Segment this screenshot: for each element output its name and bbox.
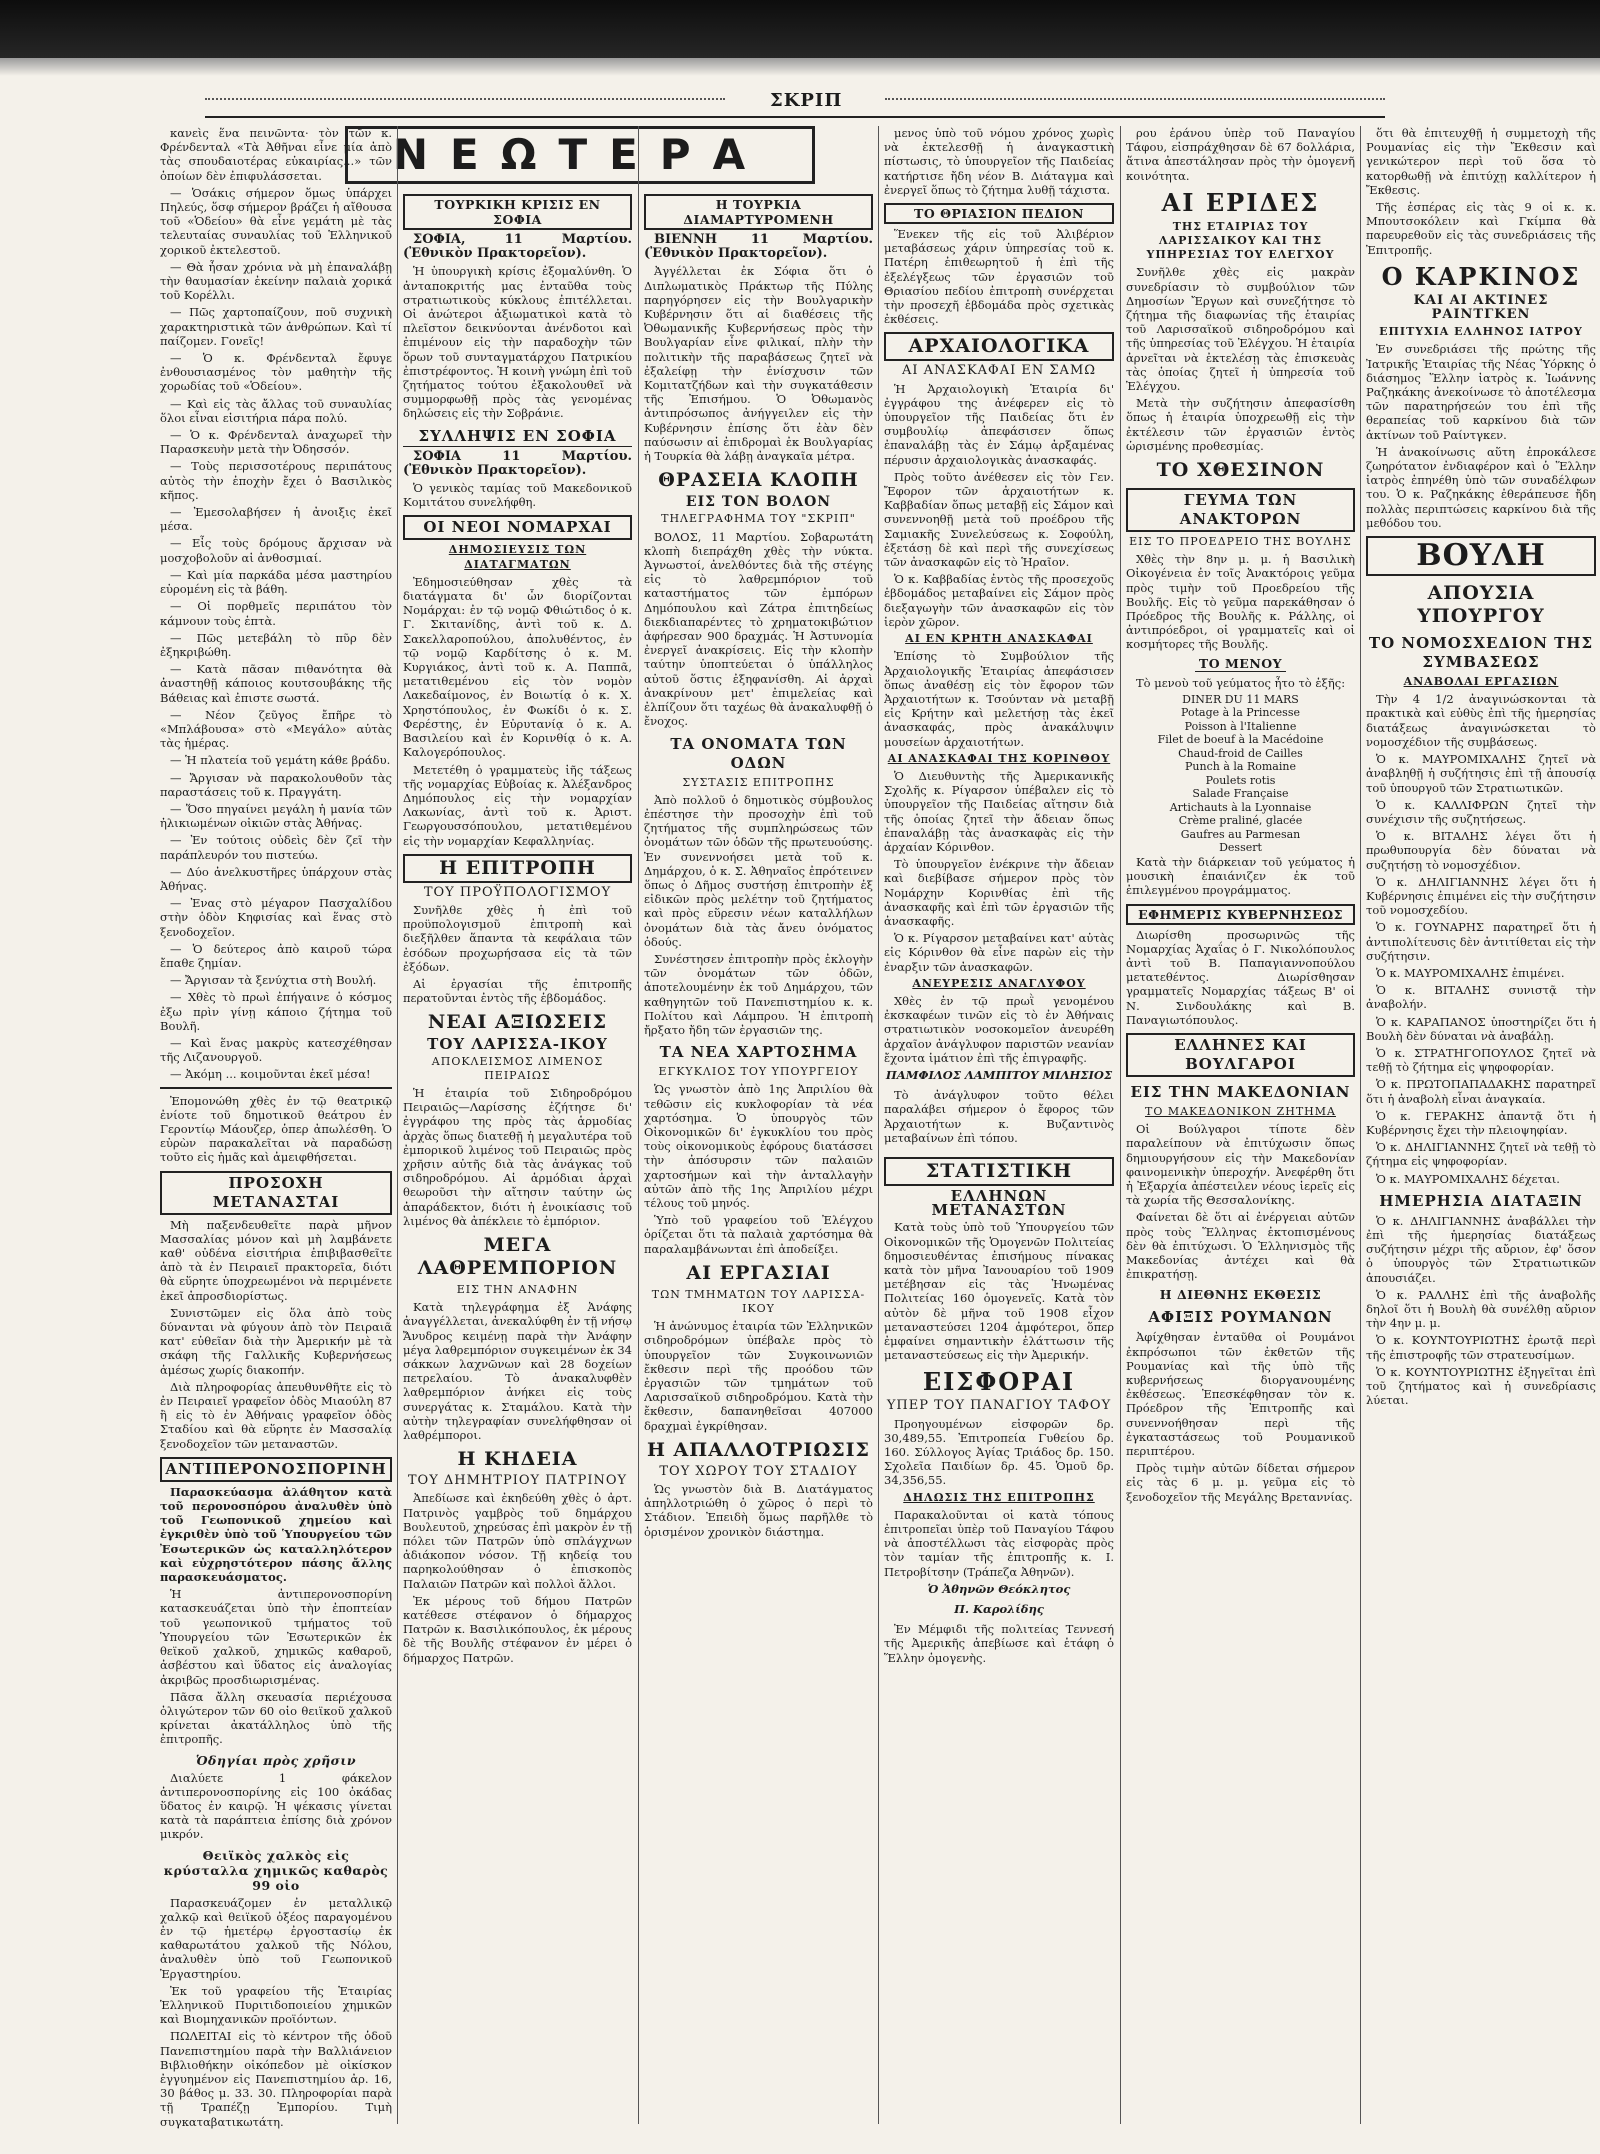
heading-new-demands: ΝΕΑΙ ΑΞΙΩΣΕΙΣ [427, 1011, 608, 1034]
heading-minister-absence: ΑΠΟΥΣΙΑ ΥΠΟΥΡΓΟΥ [1417, 582, 1545, 628]
menu-item: Poisson à l'Italienne [1184, 719, 1297, 733]
heading-expropriation: Η ΑΠΑΛΛΟΤΡΙΩΣΙΣ [646, 1438, 870, 1461]
heading-funeral: Η ΚΗΔΕΙΑ [457, 1448, 578, 1471]
paragraph: — Ὁσάκις σήμερον ὅμως ὑπάρχει Πηλεύς, ὅσφ σήμερον βράζει ἡ αἴθουσα τοῦ «Ὁδείου» θὰ εἶνε γεμάτη μὲ τὰς τελευταίας συναυλίας τοῦ Ἑλληνικοῦ χορικοῦ ἐκτελεστοῦ. [160, 185, 392, 257]
subheading: ΤΗΣ ΕΤΑΙΡΙΑΣ ΤΟΥ ΛΑΡΙΣΣΑΙΚΟΥ ΚΑΙ ΤΗΣ ΥΠΗΡΕΣΙΑΣ ΤΟΥ ΕΛΕΓΧΟΥ [1146, 219, 1335, 262]
paragraph: — Τοὺς περισσοτέρους περιπάτους αὐτὸς τὴν ἐποχὴν ἔχει ὁ Βασιλικὸς κῆπος. [160, 459, 392, 502]
heading-smuggling: ΜΕΓΑ ΛΑΘΡΕΜΠΟΡΙΟΝ [417, 1233, 618, 1279]
paragraph: Χθὲς ἐν τῷ πρωῒ γενομένου ἐκσκαφέων τινῶν εἰς τὸ ἐν Ἀθήναις στρατιωτικὸν νοσοκομεῖον ἀνευρέθη ἀρχαῖον ἀνάγλυφον παριστῶν νεανίαν ἔχοντα ἱμάτιον ἐπὶ τῆς ἐπιγραφῆς. [884, 993, 1114, 1065]
header-rule-right [885, 98, 1385, 100]
signature: Π. Καρολίδης [954, 1602, 1044, 1617]
menu-item: DINER DU 11 MARS [1182, 692, 1299, 706]
paragraph: Διὰ πληροφορίας ἀπευθυνθῆτε εἰς τὸ ἐν Πειραιεῖ γραφεῖον ὁδὸς Μιαούλη 87 ἢ εἰς τὸ ἐν Ἀθήναις γραφεῖον ὁδὸς Σταδίου καὶ θὰ εὕρητε ἐν Μασσαλίᾳ ξενοδοχεῖον τῶν μεταναστῶν. [160, 1379, 392, 1451]
paragraph: Ὁ κ. ΚΟΥΝΤΟΥΡΙΩΤΗΣ ἐξηγεῖται ἐπὶ τοῦ ζητήματος καὶ ἡ συνεδρίασις λύεται. [1366, 1364, 1596, 1408]
paragraph: Πρὸς τιμὴν αὐτῶν δίδεται σήμερον εἰς τὰς 6 μ. μ. γεῦμα εἰς τὸ ξενοδοχεῖον τῆς Μεγάλης Βρεταννίας. [1126, 1461, 1355, 1504]
paragraph: Ὁ κ. ΚΟΥΝΤΟΥΡΙΩΤΗΣ ἐρωτᾷ περὶ τῆς ἐπιστροφῆς τῶν στρατευσίμων. [1366, 1333, 1596, 1362]
paragraph: Ἐδημοσιεύθησαν χθὲς τὰ διατάγματα δι' ὧν διορίζονται Νομάρχαι: ἐν τῷ νομῷ Φθιώτιδος ὁ κ. Γ. Σκιτανίδης, ἀντὶ τοῦ κ. Δ. Σακελλαροπούλου, ἀπολυθέντος, ἐν τῷ νομῷ Καρδίτσης ὁ κ. Μ. Κυργιάκος, ἀντὶ τοῦ κ. Α. Παππᾶ, μετατιθεμένου εἰς τὸν νομὸν Λακεδαίμονος, ἐν Βοιωτίᾳ ὁ κ. Χ. Χρηστόπουλος, ἐν Φωκίδι ὁ κ. Σ. Φερέστης, ἐν Εὐρυτανίᾳ ὁ κ. Α. Βασιλείου καὶ ἐν Κορινθίᾳ ὁ κ. Α. Καλογερόπουλος. [403, 574, 632, 760]
page-header [205, 90, 1385, 118]
paragraph: Κατὰ τηλεγράφημα ἐξ Ἀνάφης ἀναγγέλλεται, ἀνεκαλύφθη ἐν τῇ νήσῳ Ἄνυδρος κειμένῃ παρὰ τὴν Ἀνάφην μέγα λαθρεμπόριον συγκειμένων ἐκ 34 σάκκων λαχνῶνων καὶ 28 δοχείων πετρελαίου. Τὸ ἀνακαλυφθὲν λαθρεμπόριον ἀνήκει εἰς τοὺς συνεργάτας κ. Σταμάλου. Κατὰ τὴν αὐτὴν τηλεγραφίαν συνελήφθησαν οἱ λαθρέμποροι. [403, 1300, 632, 1443]
heading-menu: ΤΟ ΜΕΝΟΥ [1195, 656, 1287, 672]
paragraph: Ἐν συνεδριάσει τῆς πρώτης τῆς Ἰατρικῆς Ἑταιρίας τῆς Νέας Ὑόρκης ὁ διάσημος Ἕλλην ἰατρὸς κ. Ἰωάννης Ραζηκάκης ἀνεκοίνωσε τὸ ἀποτέλεσμα τῶν παρατηρήσεών του ἐπὶ τῆς θεραπείας τοῦ καρκίνου διὰ τῶν ἀκτίνων τοῦ Ραίντγκεν. [1366, 342, 1596, 442]
column-4 [884, 126, 1114, 2134]
heading-committee: Η ΕΠΙΤΡΟΠΗ [403, 854, 632, 883]
heading-parliament: ΒΟΥΛΗ [1366, 536, 1596, 576]
menu-item: Filet de boeuf à la Macédoine [1157, 733, 1324, 747]
subheading: ΤΟΥ ΔΗΜΗΤΡΙΟΥ ΠΑΤΡΙΝΟΥ [407, 1473, 628, 1489]
paragraph: Παρασκευάζομεν ἐν μεταλλικῷ χαλκῷ καὶ θειϊκοῦ ὀξέος παραγομένου ἐν τῷ ἡμετέρῳ ἐργοστασίῳ ἐκ καθαρωτάτου χαλκοῦ τῆς Νόλου, ἀναλυθὲν ὑπὸ τοῦ Γεωπονικοῦ Ἐργαστηρίου. [160, 1895, 392, 1981]
heading-attention-emigrants: ΠΡΟΣΟΧΗ ΜΕΤΑΝΑΣΤΑΙ [160, 1171, 392, 1215]
paragraph: Ἡ ἀντιπερονοσπορίνη κατασκευάζεται ὑπὸ τὴν ἐποπτείαν τοῦ γεωπονικοῦ τμήματος τοῦ Ὑπουργείου τῶν Ἐσωτερικῶν ἐκ θεϊκοῦ χαλκοῦ, χημικῶς καθαροῦ, ἀσβέστου καὶ ὕδατος εἰς ἀναλογίας ἀκριβῶς προσδιωρισμένας. [160, 1587, 392, 1687]
menu-item: Chaud-froid de Cailles [1178, 746, 1303, 760]
menu-item: Potage à la Princesse [1181, 706, 1300, 720]
paragraph: Ἡ ἑταιρία τοῦ Σιδηροδρόμου Πειραιῶς—Λαρίσσης ἐζήτησε δι' ἐγγράφου της πρὸς τὰς ἁρμοδίας ἀρχὰς ὅπως διατεθῇ ἡ μεγαλυτέρα τοῦ ἐμπορικοῦ λιμένος τοῦ Πειραιῶς πρὸς χρῆσιν αὐτῆς διὰ τὰς ἀνάγκας τοῦ σιδηροδρόμου. Αἱ ἁρμόδιαι ἀρχαὶ θεωροῦσι τὴν αἴτησιν ταύτην ὡς ἀπαράδεκτον, διότι ἡ ἐνοικίασις τοῦ λιμένος θὰ ἀπέκλειε τὸ ἐμπόριον. [403, 1085, 632, 1228]
paragraph: Ὁ κ. ΔΗΛΙΓΙΑΝΝΗΣ ζητεῖ νὰ τεθῇ τὸ ζήτημα εἰς ψηφοφορίαν. [1366, 1140, 1596, 1169]
paragraph: μενος ὑπὸ τοῦ νόμου χρόνος χωρὶς νὰ ἐκτελεσθῇ ἡ ἀναγκαστικὴ πίστωσις, τὸ ὑπουργεῖον τῆς Παιδείας κατήρτισε ἤδη νέον Β. Διάταγμα καὶ ἐνεργεῖ ὅπως τὸ ζήτημα λυθῇ τάχιστα. [884, 126, 1114, 197]
menu-list [1126, 693, 1355, 855]
paragraph: Ἐπίσης τὸ Συμβούλιον τῆς Ἀρχαιολογικῆς Ἑταιρίας ἀπεφάσισεν ὅπως ἀναθέσῃ εἰς τὸν ἔφορον τῶν Ἀρχαιοτήτων κ. Τσούνταν νὰ μεταβῇ εἰς Κρήτην καὶ μελετήσῃ τὰς ἐκεῖ ἀνασκαφάς, πρὸς ἀνακάλυψιν μουσείων ἀρχαιοτήτων. [884, 649, 1114, 749]
paragraph: Μετὰ τὴν συζήτησιν ἀπεφασίσθη ὅπως ἡ ἑταιρία ὑποχρεωθῇ εἰς τὴν ἐκτέλεσιν τῶν ἐργασιῶν ἐντὸς ὡρισμένης προθεσμίας. [1126, 396, 1355, 453]
paragraph: Διωρίσθη προσωρινῶς τῆς Νομαρχίας Ἀχαΐας ὁ Γ. Νικολόπουλος ἀντὶ τοῦ Β. Παπαγιαννοπούλου μετατεθέντος. Διωρίσθησαν γραμματεῖς Νομαρχίας τάξεως Β' οἱ Ν. Σινδουλάκης καὶ Β. Παναγιωτόπουλος. [1126, 927, 1355, 1027]
paragraph: Φαίνεται δὲ ὅτι αἱ ἐνέργειαι αὐτῶν πρὸς τοὺς Ἕλληνας ἐκτοπισμένους δὲν θὰ ἐπιτύχωσι. Ὁ Ἑλληνισμὸς τῆς Μακεδονίας ἀντέχει καὶ θὰ ἐπικρατήσῃ. [1126, 1210, 1355, 1282]
subheading: ΕΛΛΗΝΩΝ ΜΕΤΑΝΑΣΤΩΝ [931, 1187, 1067, 1220]
paragraph: Ὁ κ. ΔΗΛΙΓΙΑΝΝΗΣ ἀναβάλλει τὴν ἐπὶ τῆς ἡμερησίας διατάξεως συζήτησιν μέχρι τῆς αὔριον, ἐφ' ὅσον ὁ ὑπουργὸς τῶν Στρατιωτικῶν ἀπουσιάζει. [1366, 1213, 1596, 1285]
paragraph: ρου ἐράνου ὑπὲρ τοῦ Παναγίου Τάφου, εἰσπράχθησαν δὲ 67 δολλάρια, ἅτινα ἀπεστάλησαν πρὸς τὴν ὁμογενῆ κοινότητα. [1126, 126, 1355, 183]
subheading: ΤΟΥ ΧΩΡΟΥ ΤΟΥ ΣΤΑΔΙΟΥ [659, 1463, 858, 1479]
heading-archaeology: ΑΡΧΑΙΟΛΟΓΙΚΑ [884, 332, 1114, 361]
menu-item: Punch à la Romaine [1185, 760, 1296, 774]
paragraph: — Νέον ζεῦγος ἔπῆρε τὸ «Μπλάβουσα» στὸ «Μεγάλο» αὐτὰς τὰς ἡμέρας. [160, 707, 392, 751]
subheading: ΣΥΣΤΑΣΙΣ ΕΠΙΤΡΟΠΗΣ [682, 775, 835, 789]
menu-item: Poulets rotis [1205, 773, 1276, 787]
column-divider [638, 126, 639, 2124]
subheading: ΑΝΕΥΡΕΣΙΣ ΑΝΑΓΛΥΦΟΥ [912, 976, 1086, 990]
subheading: ΑΙ ΑΝΑΣΚΑΦΑΙ ΕΝ ΣΑΜΩ [901, 363, 1097, 379]
paragraph: Ἀφίχθησαν ἐνταῦθα οἱ Ρουμάνοι ἐκπρόσωποι τῶν ἐκθετῶν τῆς Ρουμανίας καὶ τῆς ὑπὸ τῆς κυβερνήσεως διοργανουμένης ἐκθέσεως. Ἐπεσκέφθησαν τὸν κ. Πρόεδρον τῆς Ἐπιτροπῆς καὶ συνεννοήθησαν περὶ τῆς ἐγκαταστάσεως τοῦ Ρουμανικοῦ περιπτέρου. [1126, 1330, 1355, 1458]
paragraph: — Ἐμεσολαβήσεν ἡ ἀνοιξις ἐκεῖ μέσα. [160, 505, 392, 534]
paragraph: — Ἐνας στὸ μέγαρον Πασχαλίδου στὴν ὁδὸν Κηφισίας καὶ ἕνας στὸ ξενοδοχεῖον. [160, 896, 392, 939]
paragraph: Ὁ κ. ΣΤΡΑΤΗΓΟΠΟΥΛΟΣ ζητεῖ νὰ τεθῇ τὸ ζήτημα εἰς ψηφοφορίαν. [1366, 1045, 1596, 1075]
paragraph: — Κατὰ πᾶσαν πιθανότητα θὰ ἀναστηθῇ κάποιος κουτσουβάκης τῆς Βάθειας καὶ ἐπιστε σωστά. [160, 662, 392, 705]
subheading: ΕΠΙΤΥΧΙΑ ΕΛΛΗΝΟΣ ΙΑΤΡΟΥ [1379, 325, 1583, 339]
subheading: ΤΟ ΜΑΚΕΔΟΝΙΚΟΝ ΖΗΤΗΜΑ [1145, 1104, 1336, 1118]
dateline: ΒΙΕΝΝΗ 11 Μαρτίου. (Ἐθνικὸν Πρακτορεῖον). [644, 232, 873, 262]
column-3 [644, 188, 873, 2134]
paragraph: Ὁ κ. ΓΟΥΝΑΡΗΣ παρατηρεῖ ὅτι ἡ ἀντιπολίτευσις δὲν ἀντιτίθεται εἰς τὴν συζήτησιν. [1366, 920, 1596, 963]
paragraph: Τὴν 4 1/2 ἀναγινώσκονται τὰ πρακτικὰ καὶ εὐθὺς ἐπὶ τῆς ἡμερησίας διατάξεως ἀναγινώσκεται τὸ νομοσχέδιον τῆς συμβάσεως. [1366, 692, 1596, 749]
subheading: ΑΝΑΒΟΛΑΙ ΕΡΓΑΣΙΩΝ [1403, 675, 1559, 689]
column-divider [397, 126, 398, 2124]
heading-new-nomarchs: ΟΙ ΝΕΟΙ ΝΟΜΑΡΧΑΙ [403, 515, 632, 540]
subheading: ΑΙ ΑΝΑΣΚΑΦΑΙ ΤΗΣ ΚΟΡΙΝΘΟΥ [887, 751, 1111, 765]
column-5 [1126, 126, 1355, 2134]
paragraph: — Ἀκόμη ... κοιμοῦνται ἐκεῖ μέσα! [170, 1067, 371, 1082]
heading-daily-agenda: ΗΜΕΡΗΣΙΑ ΔΙΑΤΑΞΙΝ [1379, 1191, 1583, 1210]
paragraph: — Ὁ δεύτερος ἀπὸ καιροῦ τώρα ἔπαθε ζημίαν. [160, 941, 392, 970]
paragraph: Ὁ κ. ΜΑΥΡΟΜΙΧΑΛΗΣ δέχεται. [1376, 1171, 1560, 1186]
menu-item: Artichauts à la Lyonnaise [1169, 800, 1312, 814]
heading-greeks-bulgarians: ΕΛΛΗΝΕΣ ΚΑΙ ΒΟΥΛΓΑΡΟΙ [1126, 1033, 1355, 1077]
subheading: ΑΠΟΚΛΕΙΣΜΟΣ ΛΙΜΕΝΟΣ ΠΕΙΡΑΙΩΣ [431, 1054, 604, 1082]
heading-antiperonospora: ΑΝΤΙΠΕΡΟΝΟΣΠΟΡΙΝΗ [160, 1457, 392, 1482]
for-sale-notice: ΠΩΛΕΙΤΑΙ εἰς τὸ κέντρον τῆς ὁδοῦ Πανεπιστημίου παρὰ τὴν Βαλλιάνειον Βιβλιοθήκην οἰκόπεδον μὲ οἰκίσκον ἐγγυημένον εἰς Πανεπιστημίου ἀρ. 16, 30 βάθος μ. 33. 30. Πληροφορίαι παρὰ τῇ Τραπέζῃ Ἐμπορίου. Τιμὴ συγκαταβατικωτάτη. [160, 2029, 392, 2129]
paragraph: Ὁ κ. ΚΑΛΛΙΦΡΩΝ ζητεῖ τὴν συνέχισιν τῆς συζητήσεως. [1366, 797, 1596, 826]
paragraph: — Ἄργισαν τὰ ξενύχτια στὴ Βουλή. [170, 973, 377, 988]
paragraph: Ἀπὸ πολλοῦ ὁ δημοτικὸς σύμβουλος ἐπέστησε τὴν προσοχὴν ἐπὶ τοῦ ζητήματος τῆς συμπληρώσεως τῶν ὀνομάτων τῶν ὁδῶν τῆς πρωτευούσης. Ἐν συνεννοήσει μετὰ τοῦ κ. Δημάρχου, ὁ κ. Σ. Ἀθηναῖος ἐπρότεινεν ὅπως ὁ Δῆμος συστήσῃ ἐπιτροπὴν ἐξ εἰδικῶν πρὸς μελέτην τοῦ ζητήματος καὶ πρὸς εὕρεσιν νέων καταλλήλων ὀνομάτων διὰ τὰς ἄνευ ὀνόματος ὁδούς. [644, 792, 873, 949]
header-rule-left [205, 98, 725, 100]
paragraph: κανεὶς ἕνα πεινῶντα· τὸν τῶν κ. Φρένδενταλ «Τὰ Ἀθῆναι εἶνε μία ἀπὸ τὰς σπουδαιοτέρας εὐκαιρίας...» τῶν ὁποίων δὲν ἐπιφυλάσσεται. [160, 126, 392, 183]
paragraph: ὅτι θὰ ἐπιτευχθῇ ἡ συμμετοχὴ τῆς Ρουμανίας εἰς τὴν Ἔκθεσιν καὶ γενικώτερον περὶ τοῦ ὅσα τὸ κατορθωθῇ νὰ ἐπιτύχῃ καλλίτερον ἡ Ἔκθεσις. [1366, 126, 1596, 197]
heading-instructions: Ὁδηγίαι πρὸς χρῆσιν [195, 1752, 357, 1768]
paragraph: Ἐκ τοῦ γραφείου τῆς Ἑταιρίας Ἑλληνικοῦ Πυριτιδοποιείου χημικῶν καὶ Βιομηχανικῶν προϊόντων. [160, 1983, 392, 2027]
paragraph: Συνῆλθε χθὲς ἡ ἐπὶ τοῦ προϋπολογισμοῦ ἐπιτροπὴ καὶ διεξῆλθεν ἅπαντα τὰ κεφάλαια τῶν ἐσόδων προχωρήσασα εἰς τὰ τῶν ἐξόδων. [403, 902, 632, 974]
paragraph: Ὁ κ. ΓΕΡΑΚΗΣ ἀπαντᾷ ὅτι ἡ Κυβέρνησις ἔχει τὴν πλειοψηφίαν. [1366, 1108, 1596, 1137]
subheading: ΑΙ ΕΝ ΚΡΗΤΗ ΑΝΑΣΚΑΦΑΙ [905, 632, 1093, 646]
heading-macedonia: ΕΙΣ ΤΗΝ ΜΑΚΕΔΟΝΙΑΝ [1130, 1082, 1351, 1101]
paragraph: Συνιστῶμεν εἰς ὅλα ἀπὸ τοὺς δύνανται νὰ φύγουν ἀπὸ τὸν Πειραιᾶ κατ' εὐθεῖαν διὰ τὴν Ἀμερικήν μὲ τὰ σκάφη τῆς Γαλλικῆς Κυβερνήσεως ἀμέσως χωρίς διακοπήν. [160, 1305, 392, 1377]
paragraph: Ὁ κ. ΠΡΩΤΟΠΑΠΑΔΑΚΗΣ παρατηρεῖ ὅτι ἡ ἀναβολὴ εἶναι ἀναγκαία. [1366, 1077, 1596, 1106]
paragraph: — Καὶ εἰς τὰς ἄλλας τοῦ συναυλίας ὅλοι εἶναι εἰσιτήρια πάρα πολύ. [160, 396, 392, 425]
paragraph: Ὁ κ. Ρίγαρσον μεταβαίνει κατ' αὐτὰς εἰς Κόρινθον θὰ εἶνε παρὼν εἰς τὴν ἐναρξιν τῶν ἀνασκαφῶν. [884, 931, 1114, 974]
paragraph: Ὁ κ. ΜΑΥΡΟΜΙΧΑΛΗΣ ἐπιμένει. [1376, 965, 1565, 980]
heading-contract-bill: ΤΟ ΝΟΜΟΣΧΕΔΙΟΝ ΤΗΣ ΣΥΜΒΑΣΕΩΣ [1368, 634, 1594, 672]
scan-shadow [0, 58, 1600, 76]
paragraph: — Καὶ ἕνας μακρὺς κατεσχέθησαν τῆς Λιζανουργοῦ. [160, 1035, 392, 1065]
menu-item: Salade Française [1192, 787, 1289, 801]
paragraph: Παρακαλοῦνται οἱ κατὰ τόπους ἐπιτροπεῖαι ὑπὲρ τοῦ Παναγίου Τάφου νὰ ἀποστέλλωσι τὰς εἰσφορὰς πρὸς τὸν ταμίαν τῆς ἐπιτροπῆς κ. Ι. Πετροβίτσην (Τράπεζα Ἀθηνῶν). [884, 1507, 1114, 1579]
paragraph: — Χθὲς τὸ πρωὶ ἐπήγαινε ὁ κόσμος ἐξω πρὶν γίνῃ κάποιο ζήτημα τοῦ Βουλῆ. [160, 990, 392, 1033]
paragraph: Διαλύετε 1 φάκελον ἀντιπερονοσπορίνης εἰς 100 ὀκάδας ὕδατος ἐν καιρῷ. Ἡ ψέκασις γίνεται κατὰ τὰ παράπτεια ἐπίσης διὰ χρόνον μικρόν. [160, 1770, 392, 1842]
heading-romanians-arrival: ΑΦΙΞΙΣ ΡΟΥΜΑΝΩΝ [1148, 1308, 1333, 1327]
column-6 [1366, 126, 1596, 2134]
paragraph: — Καὶ μία παρκάδα μέσα μαστηρίου εὑρομένη εἰς τὰ βάθη. [160, 567, 392, 597]
inscription: ΠΑΜΦΙΛΟΣ ΛΑΜΠΙΤΟΥ ΜΙΛΗΣΙΟΣ [885, 1067, 1113, 1082]
heading-palace-dinner: ΓΕΥΜΑ ΤΩΝ ΑΝΑΚΤΟΡΩΝ [1126, 488, 1355, 532]
paragraph: — Ὁ κ. Φρένδενταλ ἀναχωρεῖ τὴν Παρασκευὴν μετὰ τὴν Ὀδησσόν. [160, 428, 392, 457]
paragraph: — Οἱ πορθμεῖς περιπάτου τὸν κάμνουν τοὺς ἑπτὰ. [160, 599, 392, 628]
heading-arrests-sofia: ΣΥΛΛΗΨΙΣ ΕΝ ΣΟΦΙΑ [403, 427, 632, 447]
paragraph: Ὁ κ. ΜΑΥΡΟΜΙΧΑΛΗΣ ζητεῖ νὰ ἀναβληθῇ ἡ συζήτησις ἐπὶ τῇ ἀπουσίᾳ τοῦ ὑπουργοῦ τῶν Στρατιωτικῶν. [1366, 752, 1596, 795]
paragraph: Ἡ Ἀρχαιολογικὴ Ἑταιρία δι' ἐγγράφου της ἀνέφερεν εἰς τὸ ὑπουργεῖον τῆς Παιδείας ὅτι ἐν συμβουλίῳ ἀπεφάσισεν ὅπως ἐπαναλάβῃ τὰς ἐν Σάμῳ ἀρξαμένας πέρυσιν ἀρχαιολογικὰς ἀνασκαφάς. [884, 381, 1114, 467]
heading-copper-sulfate: Θειϊκὸς χαλκὸς εἰς κρύσταλλα χημικῶς καθαρὸς 99 οἰο [163, 1847, 389, 1893]
subheading: ΤΩΝ ΤΜΗΜΑΤΩΝ ΤΟΥ ΛΑΡΙΣΣΑ-ΙΚΟΥ [651, 1287, 866, 1315]
column-divider [1120, 126, 1121, 2124]
paragraph: Ὁ γενικὸς ταμίας τοῦ Μακεδονικοῦ Κομιτάτου συνελήφθη. [403, 481, 632, 510]
paragraph: Οἱ Βούλγαροι τίποτε δὲν παραλείπουν νὰ ἐπιτύχωσιν ὅπως δημιουργήσουν εἰς τὴν Μακεδονίαν φαινομενικὴν ὑπεροχήν. Ἀνεφέρθη ὅτι ἡ Ἐξαρχία ἀπέστειλεν νέους ἱερεῖς εἰς τὰ χωρία τῆς Θεσσαλονίκης. [1126, 1122, 1355, 1208]
paragraph: Μετετέθη ὁ γραμματεὺς ἰῆς τάξεως τῆς νομαρχίας Εὐβοίας κ. Ἀλέξανδρος Δημόπουλος εἰς τὴν νομαρχίαν Λακωνίας, ἀντὶ τοῦ κ. Ἀριστ. Γεωργουσσόπουλου, μετατιθεμένου εἰς τὴν νομαρχίαν Κεφαλληνίας. [403, 762, 632, 848]
scan-top-edge [0, 0, 1600, 58]
paragraph: Πρὸς τοῦτο ἀνέθεσεν εἰς τὸν Γεν. Ἔφορον τῶν ἀρχαιοτήτων κ. Καββαδίαν ὅπως μεταβῇ εἰς Σάμον καὶ συνεννοηθῇ μετὰ τοῦ προέδρου τῆς Σαμιακῆς Συνελεύσεως κ. Σοφούλη, ἐξετάσῃ δὲ καὶ περὶ τῆς συνεχίσεως τῶν ἀνασκαφῶν εἰς τὸ Ἡραῖον. [884, 469, 1114, 570]
heading-street-names: ΤΑ ΟΝΟΜΑΤΑ ΤΩΝ ΟΔΩΝ [670, 734, 847, 772]
subheading: ΥΠΕΡ ΤΟΥ ΠΑΝΑΓΙΟΥ ΤΑΦΟΥ [886, 1398, 1112, 1414]
menu-item: Dessert [1219, 841, 1262, 855]
heading-thriasion-plain: ΤΟ ΘΡΙΑΣΙΟΝ ΠΕΔΙΟΝ [884, 203, 1114, 224]
paragraph: Ὁ κ. ΒΙΤΑΛΗΣ συνιστᾷ τὴν ἀναβολήν. [1366, 983, 1596, 1012]
paragraph: Ὑπὸ τοῦ γραφείου τοῦ Ἐλέγχου ὁρίζεται ὅτι τὰ παλαιὰ χαρτόσημα θὰ παραλαμβάνωνται ἐπὶ ἀποδείξει. [644, 1213, 873, 1256]
paragraph: Ὡς γνωστὸν διὰ Β. Διατάγματος ἀπηλλοτριώθη ὁ χῶρος ὁ περὶ τὸ Στάδιον. Ἐπειδὴ ὅμως παρῆλθε τὸ ὁρισμένον χρονικὸν διάστημα. [644, 1482, 873, 1539]
paragraph: Ἐκ μέρους τοῦ δήμου Πατρῶν κατέθεσε στέφανον ὁ δήμαρχος Πατρῶν κ. Βασιλικόπουλος, ἐκ μέρους δὲ τῆς Βουλῆς στέφανον ἐν μέρει ὁ δήμαρχος Πατρῶν. [403, 1593, 632, 1665]
paragraph: Ὡς γνωστὸν ἀπὸ 1ης Ἀπριλίου θὰ τεθῶσιν εἰς κυκλοφορίαν τὰ νέα χαρτόσημα. Ὁ ὑπουργὸς τῶν Οἰκονομικῶν δι' ἐγκυκλίου του πρὸς τοὺς οἰκονομικοὺς ἐφόρους διατάσσει τὴν ἀπόσυρσιν τῶν παλαιῶν χαρτοσήμων καὶ τὴν ἀνταλλαγὴν αὐτῶν ἀπὸ τῆς 1ης Ἀπριλίου μέχρι τέλους τοῦ μηνός. [644, 1082, 873, 1210]
column-divider [878, 126, 879, 2124]
paragraph: Ἡ ἀνακοίνωσις αὕτη ἐπροκάλεσε ζωηρότατον ἐνδιαφέρον καὶ ὁ Ἕλλην ἰατρὸς ἐπηνέθη ὑπὸ τῶν συναδέλφων του. Ὁ κ. Ραζηκάκης ἐθεράπευσε ἤδη πολλὰς περιπτώσεις καρκίνου διὰ τῆς μεθόδου του. [1366, 444, 1596, 530]
paragraph: Ὁ κ. Καββαδίας ἐντὸς τῆς προσεχοῦς ἑβδομάδος μεταβαίνει εἰς Σάμον πρὸς διεξαγωγὴν τῶν ἀνασκαφῶν εἰς τὸν ἱερὸν χῶρον. [884, 572, 1114, 629]
heading-cancer: Ο ΚΑΡΚΙΝΟΣ [1381, 261, 1581, 291]
paragraph: Ἡ ὑπουργικὴ κρίσις ἐξομαλύνθη. Ὁ ἀνταποκριτής μας ἐνταῦθα τοὺς στρατιωτικοὺς κύκλους ἐπιτέλλεται. Οἱ ἀνώτεροι ἀξιωματικοὶ κατὰ τὸ πλεῖστον δεικνύονται ἀνένδοτοι καὶ ἐπιμένουν εἰς τὴν παραδοχὴν τῶν ὅρων τοῦ συνταγματάρχου Πατρικίου ἐπιστρέφοντος. Ἡ κοινὴ γνώμη ἐπὶ τοῦ ζητήματος τούτου ἐξακολουθεῖ νὰ συμμορφωθῇ πρὸς τὰς γενομένας δηλώσεις εἰς τὴν Σοβράνιε. [403, 264, 632, 421]
lost-item-notice: Ἐπομονώθη χθὲς ἐν τῷ θεατρικῷ ἐνίοτε τοῦ δημοτικοῦ θεάτρου ἐν Γεροντίῳ Μάουζερ, ὁπερ ἀπωλέσθη. Ὁ εὑρὼν παρακαλεῖται νὰ παραδώσῃ τοῦτο εἰς ἡμᾶς καὶ ἀμειφθήσεται. [160, 1093, 392, 1165]
paragraph: Πᾶσα ἄλλη σκευασία περιέχουσα ὀλιγώτερον τῶν 60 οἰο θειϊκοῦ χαλκοῦ κρίνεται ἀκατάλληλος ὑπὸ τῆς ἐπιτροπῆς. [160, 1689, 392, 1747]
paragraph: — Ἡ πλατεία τοῦ γεμάτη κάθε βράδυ. [170, 753, 391, 768]
subheading: ΤΗΛΕΓΡΑΦΗΜΑ ΤΟΥ "ΣΚΡΙΠ" [661, 512, 856, 526]
heading-turkey-protests: Η ΤΟΥΡΚΙΑ ΔΙΑΜΑΡΤΥΡΟΜΕΝΗ [644, 194, 873, 230]
paragraph: — Θὰ ἦσαν χρόνια νὰ μὴ ἐπαναλάβῃ τὴν θαυμασίαν ἐκείνην παλαιὰ χορικά τοῦ Κορέλλι. [160, 259, 392, 303]
paragraph: Αἱ ἐργασίαι τῆς ἐπιτροπῆς περατοῦνται ἐντὸς τῆς ἑβδομάδος. [403, 976, 632, 1006]
paragraph: Τὸ ἀνάγλυφον τοῦτο θέλει παραλάβει σήμερον ὁ ἔφορος τῶν Ἀρχαιοτήτων κ. Βυζαντινὸς μεταβαίνων ἐπὶ τόπου. [884, 1088, 1114, 1145]
heading-government-gazette: ΕΦΗΜΕΡΙΣ ΚΥΒΕΡΝΗΣΕΩΣ [1126, 904, 1355, 925]
paragraph: — Πῶς μετεβάλη τὸ πῦρ δὲν ἐξηκριβώθη. [160, 630, 392, 659]
paragraph: Συνῆλθε χθὲς εἰς μακρὰν συνεδρίασιν τὸ συμβούλιον τῶν Δημοσίων Ἔργων καὶ συνεζήτησε τὸ ζήτημα τῆς διαφωνίας τῆς ἑταιρίας τοῦ Λαρισσαϊκοῦ σιδηροδρόμου καὶ τῆς ὑπηρεσίας τοῦ Ἐλέγχου. Ἡ ἑταιρία ἀρνεῖται νὰ ἐκτελέσῃ τὰς ἐπισκευὰς τὰς ὁποίας ζητεῖ ἡ ὑπηρεσία τοῦ Ἐλέγχου. [1126, 265, 1355, 394]
paragraph: Ὁ κ. ΚΑΡΑΠΑΝΟΣ ὑποστηρίζει ὅτι ἡ Βουλὴ δὲν δύναται νὰ ἀναβάλῃ. [1366, 1014, 1596, 1043]
paragraph: — Δύο ἀνελκυστῆρες ὑπάρχουν στὰς Ἀθήνας. [160, 864, 392, 893]
paragraph: Ἡ ἀνώνυμος ἑταιρία τῶν Ἑλληνικῶν σιδηροδρόμων ὑπέβαλε πρὸς τὸ ὑπουργεῖον τῶν Συγκοινωνιῶν ἔκθεσιν περὶ τῆς προόδου τῶν ἐργασιῶν τῶν τμημάτων τοῦ Λαρισσαϊκοῦ σιδηροδρόμου. Κατὰ τὴν ἔκθεσιν, δαπανηθεῖσαι 407000 δραχμαὶ ἐγκρίθησαν. [644, 1319, 873, 1433]
signature: Ὁ Ἀθηνῶν Θεόκλητος [927, 1581, 1071, 1596]
heading-works: ΑΙ ΕΡΓΑΣΙΑΙ [686, 1261, 831, 1284]
heading-statistics: ΣΤΑΤΙΣΤΙΚΗ [884, 1157, 1114, 1186]
paragraph: Ὁ Διευθυντὴς τῆς Ἀμερικανικῆς Σχολῆς κ. Ρίγαρσον ὑπέβαλεν εἰς τὸ ὑπουργεῖον τῆς Παιδείας αἴτησιν διὰ τῆς ὁποίας ζητεῖ τὴν ἄδειαν ὅπως ἐπαναλάβῃ τὰς ἀνασκαφὰς εἰς τὴν ἀρχαίαν Κόρινθον. [884, 768, 1114, 854]
heading-international-exhibition: Η ΔΙΕΘΝΗΣ ΕΚΘΕΣΙΣ [1159, 1287, 1322, 1303]
subheading: ΔΗΜΟΣΙΕΥΣΙΣ ΤΩΝ ΔΙΑΤΑΓΜΑΤΩΝ [448, 543, 587, 571]
column-2 [403, 188, 632, 2134]
paragraph: Τῆς ἐσπέρας εἰς τὰς 9 οἱ κ. κ. Μπουτσοκόλειν καὶ Γκίμπα θὰ παρευρεθοῦν εἰς τὰς συνεδριάσεις τῆς Ἐπιτροπῆς. [1366, 200, 1596, 257]
paragraph: Κατὰ τοὺς ὑπὸ τοῦ Ὑπουργείου τῶν Οἰκονομικῶν τῆς Ὁμογενῶν Πολιτείας δημοσιευθέντας ἐπισήμους πίνακας κατὰ τὸν μῆνα Ἰανουαρίου τοῦ 1909 μετέβησαν εἰς τὰς Ἡνωμένας Πολιτείας 160 ὁμογενεῖς. Κατὰ τὸν αὐτὸν δὲ μῆνα τοῦ 1908 εἶχον μεταναστεύσει 1204 ἀμφότεροι, ὅπερ ἐμφαίνει σημαντικὴν ἐλάττωσιν τῆς μεταναστεύσεως εἰς τὴν Ἀμερικήν. [884, 1220, 1114, 1363]
paragraph: — Ὅσο πηγαίνει μεγάλη ἡ μανία τῶν ἠλικιωμένων οἰκιῶν στὰς Ἀθήνας. [160, 801, 392, 831]
dateline: ΣΟΦΙΑ 11 Μαρτίου. (Ἐθνικὸν Πρακτορεῖον). [403, 448, 632, 478]
subheading: ΕΙΣ ΤΗΝ ΑΝΑΦΗΝ [456, 1282, 579, 1296]
paragraph: Ἀγγέλλεται ἐκ Σόφια ὅτι ὁ Διπλωματικὸς Πράκτωρ τῆς Πύλης παρηγόρησεν εἰς τὴν Βουλγαρικὴν Κυβέρνησιν ὅτι αἱ διαθέσεις τῆς Ὀθωμανικῆς Κυβερνήσεως πρὸς τὴν Βουλγαρίαν εἶνε φιλικαί, πλὴν τὴν πολιτικὴν τῆς παραβάσεως ζητεῖ νὰ ἐξαλείφῃ τὴν ἐνίσχυσιν τῶν Κομιτατζήδων καὶ τὴν συγκατάθεσιν τῆς Ἐπισήμου. Ὁ Ὀθωμανὸς ἀντιπρόσωπος ἀνήγγειλεν εἰς τὴν Κυβέρνησιν ἐπίσης ὅτι ἐὰν δὲν παύσωσιν αἱ ἐπιδρομαὶ ἐκ Βουλγαρίας ἡ Τουρκία θὰ λάβῃ ἀναγκαῖα μέτρα. [644, 264, 873, 464]
paragraph: Ἐν Μέμφιδι τῆς πολιτείας Τεννεσή τῆς Ἀμερικῆς ἀπεβίωσε καὶ ἑτάφη ὁ Ἕλλην ὁμογενὴς. [884, 1622, 1114, 1665]
heading-yesterday: ΤΟ ΧΘΕΣΙΝΟΝ [1156, 459, 1325, 482]
heading-contributions: ΕΙΣΦΟΡΑΙ [922, 1367, 1076, 1397]
paragraph: Ἕνεκεν τῆς εἰς τοῦ Ἀλιβέριον μεταβάσεως χάριν ὑπηρεσίας τοῦ κ. Πατέρη ἐπιθεωρητοῦ ἡ ἐπὶ τῆς ἐξελέγξεως τῶν ἐργασιῶν τοῦ Θριασίου πεδίου ἐπιτροπὴ συνέρχεται τὴν προσεχῆ ἑβδομάδα πρὸς σχετικὰς ἐκθέσεις. [884, 227, 1114, 327]
subheading: ΕΙΣ ΤΟΝ ΒΟΛΟΝ [685, 494, 832, 511]
subheading: ΤΟΥ ΛΑΡΙΣΣΑ-ΙΚΟΥ [427, 1035, 608, 1054]
heading-theft: ΘΡΑΣΕΙΑ ΚΛΟΠΗ [658, 469, 859, 492]
subheading: ΕΓΚΥΚΛΙΟΣ ΤΟΥ ΥΠΟΥΡΓΕΙΟΥ [658, 1065, 859, 1079]
menu-item: Crème praliné, glacée [1178, 814, 1303, 828]
paragraph: Ὁ κ. ΔΗΛΙΓΙΑΝΝΗΣ λέγει ὅτι ἡ Κυβέρνησις ἐπιμένει εἰς τὴν συζήτησιν τοῦ νομοσχεδίου. [1366, 874, 1596, 918]
subheading: ΚΑΙ ΑΙ ΑΚΤΙΝΕΣ ΡΑΙΝΤΓΚΕΝ [1413, 292, 1549, 323]
paragraph: Προηγουμένων εἰσφορῶν δρ. 30,489,55. Ἐπιτροπεία Γυθείου δρ. 160. Σύλλογος Ἀγίας Τριάδος δρ. 150. Σχολεῖα Παιδίων δρ. 45. Ὁμοῦ δρ. 34,356,55. [884, 1416, 1114, 1488]
column-divider [1360, 126, 1361, 2124]
paragraph: — Ὁ κ. Φρένδενταλ ἔφυγε ἐνθουσιασμένος τὸν μαθητὴν τῆς χορωδίας τοῦ «Ὁδείου». [160, 351, 392, 394]
dateline: ΣΟΦΙΑ, 11 Μαρτίου. (Ἐθνικὸν Πρακτορεῖον). [403, 232, 632, 262]
paragraph: — Ἄργισαν νὰ παρακολουθοῦν τὰς παραστάσεις τοῦ κ. Πραγγάτη. [160, 770, 392, 799]
column-1 [160, 126, 392, 2134]
paragraph: — Πῶς χαρτοπαίζουν, ποῦ συχνικὴ χαρακτηριστικὰ τῶν ἀνθρώπων. Καὶ τί παίζομεν. Γονεῖς! [160, 305, 392, 348]
paragraph: Τὸ ὑπουργεῖον ἐνέκρινε τὴν ἄδειαν καὶ διεβίβασε σήμερον πρὸς τὸν Νομάρχην Κορινθίας ἐπὶ τῆς ἀνασκαφῆς καὶ ἐπὶ τῶν ἐργασιῶν τῆς ἀνασκαφῆς. [884, 857, 1114, 928]
heading-new-stamps: ΤΑ ΝΕΑ ΧΑΡΤΟΣΗΜΑ [659, 1043, 858, 1062]
subheading: ΕΙΣ ΤΟ ΠΡΟΕΔΡΕΙΟ ΤΗΣ ΒΟΥΛΗΣ [1129, 535, 1352, 549]
paragraph: Παρασκεύασμα ἀλάθητον κατὰ τοῦ περονοσπόρου ἀναλυθὲν ὑπὸ τοῦ Γεωπονικοῦ χημείου καὶ ἐγκριθὲν ὑπὸ τοῦ Ὑπουργείου τῶν Ἐσωτερικῶν ὡς καταλληλότερον καὶ εὐχρηστότερον πάσης ἄλλης παρασκευάσματος. [160, 1484, 392, 1585]
paragraph: Τὸ μενοὺ τοῦ γεύματος ἦτο τὸ ἑξῆς: [1136, 675, 1346, 690]
divider [160, 1087, 392, 1089]
paragraph: Χθὲς τὴν 8ην μ. μ. ἡ Βασιλικὴ Οἰκογένεια ἐν τοῖς Ἀνακτόροις γεῦμα πρὸς τιμὴν τοῦ Προεδρείου τῆς Βουλῆς. Εἰς τὸ γεῦμα παρεκάθησαν ὁ Πρόεδρος τῆς Βουλῆς κ. Ράλλης, οἱ ἀντιπρόεδροι, οἱ γραμματεῖς καὶ οἱ κοσμήτορες τῆς Βουλῆς. [1126, 552, 1355, 652]
subheading: ΤΟΥ ΠΡΟΫΠΟΛΟΓΙΣΜΟΥ [423, 884, 612, 900]
heading-disputes: ΑΙ ΕΡΙΔΕΣ [1161, 187, 1320, 217]
paragraph: Συνέστησεν ἐπιτροπὴν πρὸς ἐκλογὴν τῶν ὀνομάτων τῶν ὁδῶν, ἀποτελουμένην ἐκ τοῦ Δημάρχου, τῶν καθηγητῶν τοῦ Πανεπιστημίου κ. κ. Πολίτου καὶ Λάμπρου. Ἡ ἐπιτροπὴ ἤρξατο ἤδη τῶν ἐργασιῶν της. [644, 951, 873, 1037]
paragraph: Ἀπεδίωσε καὶ ἐκηδεύθη χθὲς ὁ ἀρτ. Πατρινὸς γαμβρὸς τοῦ δημάρχου Βουλευτοῦ, χηρεύσας ἐπὶ μακρὸν ἐν τῇ πόλει τῶν Πατρῶν ὑπὸ σπλάγχνων ἀδιάκοπον νόσον. Τῇ κηδείᾳ του παρηκολούθησαν ὁ ἐπισκοπὸς Παλαιῶν Πατρῶν καὶ πολλοὶ ἄλλοι. [403, 1491, 632, 1591]
paragraph: Κατὰ τὴν διάρκειαν τοῦ γεύματος ἡ μουσικὴ ἐπαιάνιζεν ἐκ τοῦ ἐπιλεγμένου προγράμματος. [1126, 854, 1355, 898]
paragraph: ΒΟΛΟΣ, 11 Μαρτίου. Σοβαρωτάτη κλοπὴ διεπράχθη χθὲς τὴν νύκτα. Ἀγνωστοί, ἀνελθόντες διὰ τῆς στέγης εἰς τὸ λαθρεμπόριον τοῦ καταστήματος τῶν ἐμπόρων Δημόπουλου καὶ Ζάτρα ἐπιτηδείως διεκδιαπαρέντες τὸ χρηματοκιβώτιον ἀφήρεσαν 900 δραχμάς. Ἡ Ἀστυνομία ἐνεργεῖ ἀνακρίσεις. Εἰς τὴν κλοπὴν ταύτην ὑποπτεύεται ὁ ὑπάλληλος αὐτοῦ ὅστις ἐξηφανίσθη. Αἱ ἀρχαὶ ἀνακρίνουν μετ' ἐπιμελείας καὶ ἐλπίζουν ὅτι ταχέως θὰ ἀνακαλυφθῇ ὁ ἔνοχος. [644, 529, 873, 729]
paragraph: — Εἶς τοὺς δρόμους ἄρχισαν νὰ μοσχοβολοῦν αἱ ἀνθοσμιαί. [160, 536, 392, 565]
subheading: ΔΗΛΩΣΙΣ ΤΗΣ ΕΠΙΤΡΟΠΗΣ [903, 1490, 1095, 1504]
paragraph: — Ἐν τούτοις οὐδεὶς δὲν ζεῖ τὴν παράπλευρόν του πιστεύω. [160, 833, 392, 862]
heading-turkish-crisis: ΤΟΥΡΚΙΚΗ ΚΡΙΣΙΣ ΕΝ ΣΟΦΙΑ [403, 194, 632, 230]
masthead-newest: ΝΕΩΤΕΡΑ [345, 126, 815, 184]
paragraph: Ὁ κ. ΡΑΛΛΗΣ ἐπὶ τῆς ἀναβολῆς δηλοῖ ὅτι ἡ Βουλὴ θὰ συνέλθῃ αὔριον τὴν 4ην μ. μ. [1366, 1287, 1596, 1331]
paragraph: Ὁ κ. ΒΙΤΑΛΗΣ λέγει ὅτι ἡ πρωθυπουργία δὲν δύναται νὰ συζητήσῃ τὸ νομοσχέδιον. [1366, 829, 1596, 872]
menu-item: Gaufres au Parmesan [1180, 827, 1301, 841]
paragraph: Μὴ παξενδευθεῖτε παρὰ μῆνον Μασσαλίας μόνον καὶ μὴ λαμβάνετε καθ' οὐδένα εἰσιτήρια ἐπιβιβασθεῖτε ἀπὸ τὰ ἐν Πειραιεῖ πρακτορεῖα, διότι θὰ εὕρητε ὑποχρεωμένοι νὰ περιμένετε ἐκεῖ ἀπροσδιορίστως. [160, 1217, 392, 1303]
page-name: ΣΚΡΙΠ [770, 90, 843, 111]
